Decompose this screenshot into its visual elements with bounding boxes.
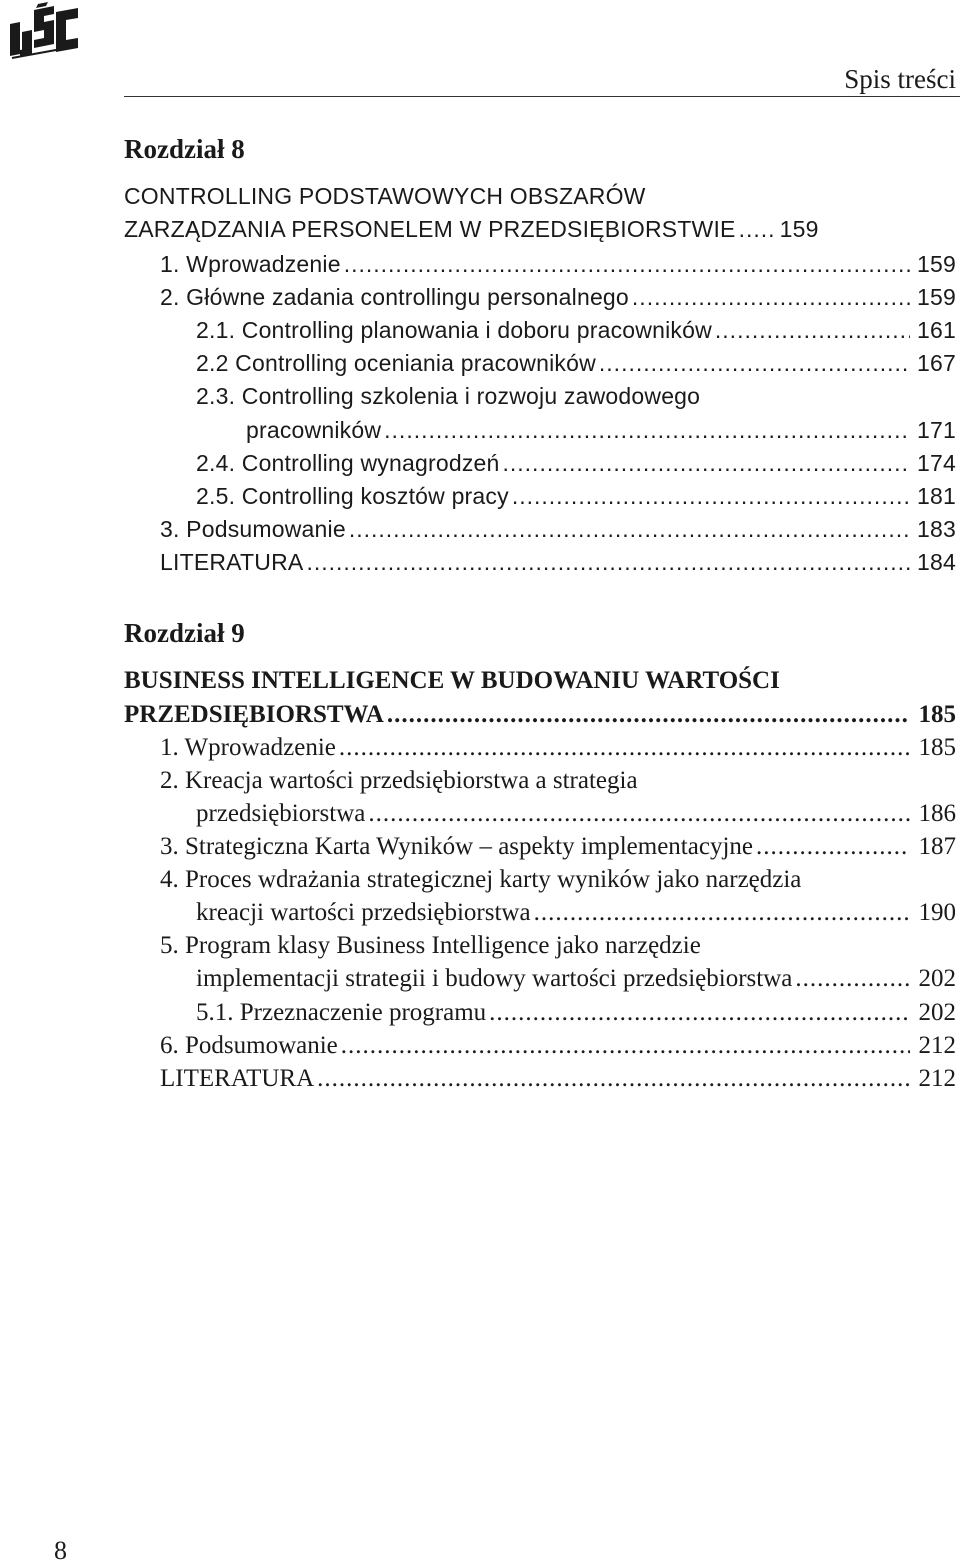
toc-entry: 2.1. Controlling planowania i doboru pracowników ..... 161 — [124, 314, 956, 347]
chapter-9-title-line1 — [124, 664, 956, 697]
chapter-8-title-text-2: ZARZĄDZANIA PERSONELEM W PRZEDSIĘBIORSTWIE — [124, 216, 736, 242]
leader-dots — [349, 513, 910, 546]
chapter-9-label: Rozdział 9 — [124, 618, 245, 648]
toc-entry: LITERATURA ..... 212 — [124, 1062, 956, 1095]
chapter-9-title-text-1: BUSINESS INTELLIGENCE W BUDOWANIU WARTOŚCI — [124, 667, 780, 694]
leader-dots — [317, 1062, 910, 1095]
toc-entry: 3. Strategiczna Karta Wyników – aspekty implementacyjne ..... 187 — [124, 830, 956, 863]
toc-entry: 6. Podsumowanie ..... 212 — [124, 1029, 956, 1062]
toc-entry: 1. Wprowadzenie ..... 159 — [124, 248, 956, 281]
university-logo — [8, 2, 80, 70]
leader-dots — [534, 896, 910, 929]
leader-dots — [344, 248, 910, 281]
chapter-9-title-line2 — [124, 698, 956, 731]
leader-dots — [489, 996, 910, 1029]
leader-dots — [368, 797, 910, 830]
toc-entry: 2.3. Controlling szkolenia i rozwoju zawodowego — [196, 383, 701, 409]
toc-entry: kreacji wartości przedsiębiorstwa ..... 190 — [124, 896, 956, 929]
leader-dots — [306, 546, 910, 579]
toc-entry: implementacji strategii i budowy wartości przedsiębiorstwa ..... 202 — [124, 962, 956, 995]
chapter-9-title-page: 185 — [918, 701, 956, 728]
chapter-9-title-text-2: PRZEDSIĘBIORSTWA — [124, 701, 384, 728]
toc-entry: przedsiębiorstwa ..... 186 — [124, 797, 956, 830]
toc-entry: 3. Podsumowanie ..... 183 — [124, 513, 956, 546]
toc-entry: 2.5. Controlling kosztów pracy ..... 181 — [124, 480, 956, 513]
toc-entry: 5. Program klasy Business Intelligence jako narzędzie — [160, 932, 701, 959]
toc-entry: 2. Główne zadania controllingu personalnego ..... 159 — [124, 281, 956, 314]
toc-entry: 2.2 Controlling oceniania pracowników ..... 167 — [124, 347, 956, 380]
leader-dots — [384, 414, 910, 447]
leader-dots — [512, 480, 910, 513]
leader-dots — [341, 1029, 910, 1062]
toc-entry: 4. Proces wdrażania strategicznej karty wyników jako narzędzia — [160, 866, 802, 893]
toc-entry: LITERATURA ..... 184 — [124, 546, 956, 579]
page-number: 8 — [54, 1536, 67, 1565]
leader-dots — [632, 281, 910, 314]
chapter-8-label: Rozdział 8 — [124, 134, 245, 164]
leader-dots — [739, 213, 773, 246]
toc-entry: 1. Wprowadzenie ..... 185 — [124, 731, 956, 764]
leader-dots — [795, 962, 910, 995]
toc-entry: pracowników ..... 171 — [124, 414, 956, 447]
toc-entry: 2. Kreacja wartości przedsiębiorstwa a strategia — [160, 767, 638, 794]
leader-dots — [599, 347, 910, 380]
leader-dots — [503, 447, 911, 480]
leader-dots — [387, 698, 910, 731]
toc-entry: 2.4. Controlling wynagrodzeń ..... 174 — [124, 447, 956, 480]
leader-dots — [715, 314, 910, 347]
chapter-8-title-line2 — [124, 213, 956, 246]
leader-dots — [756, 830, 910, 863]
running-head: Spis treści — [844, 64, 956, 94]
chapter-8-title-line1 — [124, 180, 956, 213]
chapter-8-title-text-1: CONTROLLING PODSTAWOWYCH OBSZARÓW — [124, 183, 646, 209]
chapter-8-title-page: 159 — [779, 216, 819, 242]
leader-dots — [339, 731, 910, 764]
header-rule — [124, 96, 960, 97]
toc-entry: 5.1. Przeznaczenie programu ..... 202 — [124, 996, 956, 1029]
